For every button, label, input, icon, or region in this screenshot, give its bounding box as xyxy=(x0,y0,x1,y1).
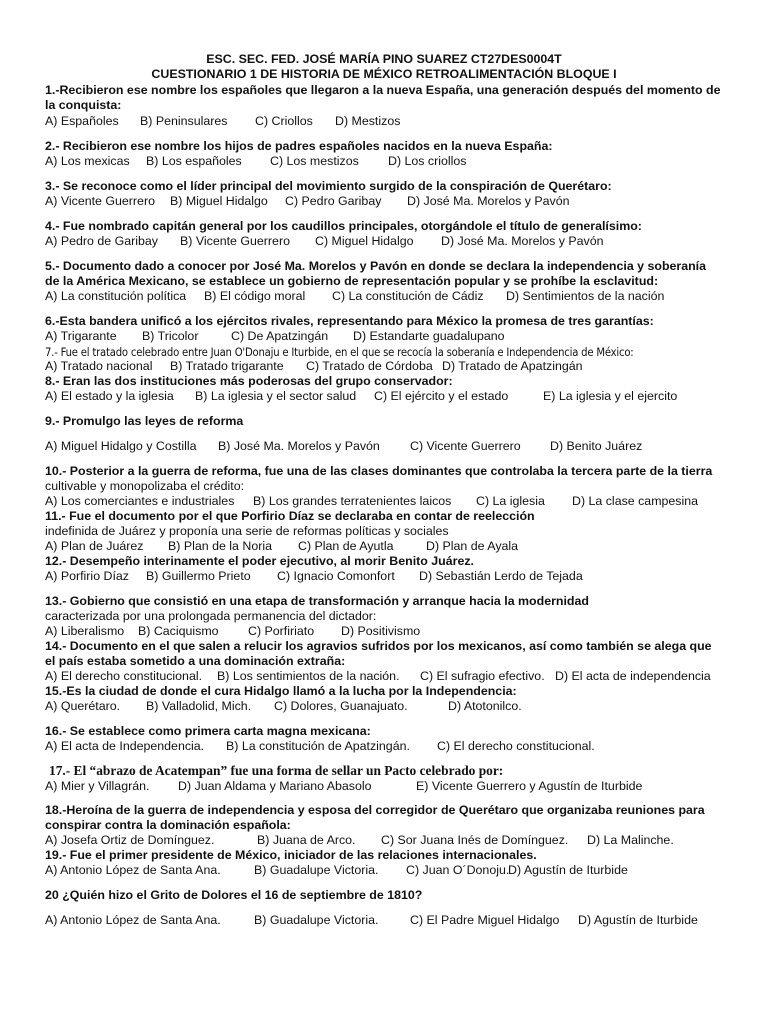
option: A) Porfirio Díaz xyxy=(45,569,129,583)
question-12-text: 12.- Desempeño interinamente el poder ejecutivo, al morir Benito Juárez. xyxy=(45,554,474,568)
option: A) Josefa Ortiz de Domínguez. xyxy=(45,833,215,847)
option: D) Positivismo xyxy=(341,624,421,638)
question-3-text: 3.- Se reconoce como el líder principal del movimiento surgido de la conspiración de Querétaro: xyxy=(45,179,612,193)
question-4-text: 4.- Fue nombrado capitán general por los caudillos principales, otorgándole el título de generalísimo: xyxy=(45,219,642,233)
option: C) Miguel Hidalgo xyxy=(315,234,414,248)
question-11-text: 11.- Fue el documento por el que Porfirio Díaz se declaraba en contar de reelección xyxy=(45,509,535,523)
option: B) Caciquismo xyxy=(138,624,219,638)
option: B) Tratado trigarante xyxy=(170,359,284,373)
question-7-text: 7.- Fue el tratado celebrado entre Juan O'Donaju e Iturbide, en el que se recocía la soberanía e Independencia de México: xyxy=(45,346,634,359)
option: B) El código moral xyxy=(204,289,306,303)
option: A) Los comerciantes e industriales xyxy=(45,494,235,508)
option: D) Los criollos xyxy=(388,154,467,168)
option: A) Pedro de Garibay xyxy=(45,234,158,248)
option: A) Los mexicas xyxy=(45,154,130,168)
question-12-options xyxy=(45,569,748,584)
option: A) Antonio López de Santa Ana. xyxy=(45,913,221,927)
question-1-text-cont: la conquista: xyxy=(45,98,122,112)
option: A) El estado y la iglesia xyxy=(45,389,174,403)
question-17-text: 17.- El “abrazo de Acatempan” fue una forma de sellar un Pacto celebrado por: xyxy=(49,763,504,778)
question-13-text-cont: caracterizada por una prolongada permanencia del dictador: xyxy=(45,609,377,623)
option: E) Vicente Guerrero y Agustín de Iturbide xyxy=(416,779,643,793)
question-20-text: 20 ¿Quién hizo el Grito de Dolores el 16 de septiembre de 1810? xyxy=(45,888,423,902)
option: C) El sufragio efectivo. xyxy=(420,669,545,683)
option: D) Tratado de Apatzingán xyxy=(442,359,583,373)
question-13-options xyxy=(45,624,748,639)
worksheet-title: CUESTIONARIO 1 DE HISTORIA DE MÉXICO RETROALIMENTACIÓN BLOQUE I xyxy=(151,67,617,81)
question-7-options xyxy=(45,359,748,374)
question-5-text-cont: de la América Mexicano, se establece un gobierno de representación popular y se prohíbe la esclavitud: xyxy=(45,274,659,288)
school-header: ESC. SEC. FED. JOSÉ MARÍA PINO SUAREZ CT27DES0004T xyxy=(206,52,562,66)
option: B) Plan de la Noria xyxy=(168,539,272,553)
option: A) El acta de Independencia. xyxy=(45,739,205,753)
option: C) Dolores, Guanajuato. xyxy=(274,699,408,713)
option: B) Los grandes terratenientes laicos xyxy=(253,494,452,508)
option: D) La Malinche. xyxy=(587,833,674,847)
option: C) La constitución de Cádiz xyxy=(332,289,484,303)
question-6-options xyxy=(45,329,748,344)
question-18-text: 18.-Heroína de la guerra de independencia y esposa del corregidor de Querétaro que organizaba reuniones para xyxy=(45,803,705,817)
option: B) La constitución de Apatzingán. xyxy=(226,739,410,753)
question-14-text-cont: el país estaba sometido a una dominación extraña: xyxy=(45,654,346,668)
option: A) Mier y Villagrán. xyxy=(45,779,150,793)
option: A) El derecho constitucional. xyxy=(45,669,203,683)
option: C) Tratado de Córdoba xyxy=(306,359,433,373)
option: C) De Apatzingán xyxy=(231,329,329,343)
option: C) Sor Juana Inés de Domínguez. xyxy=(381,833,569,847)
question-9-options xyxy=(45,439,748,454)
option: B) Los españoles xyxy=(146,154,242,168)
option: D) Agustín de Iturbide xyxy=(508,863,628,877)
option: B) Peninsulares xyxy=(140,114,228,128)
option: D) Agustín de Iturbide xyxy=(578,913,698,927)
question-14-text: 14.- Documento en el que salen a relucir los agravios sufridos por los mexicanos, así como también se alega que xyxy=(45,639,712,653)
question-10-text: 10.- Posterior a la guerra de reforma, fue una de las clases dominantes que controlaba la tercera parte de la tierra xyxy=(45,464,713,478)
option: D) La clase campesina xyxy=(572,494,699,508)
option: B) Juana de Arco. xyxy=(257,833,356,847)
option: C) Juan O´Donoju. xyxy=(406,863,510,877)
option: B) José Ma. Morelos y Pavón xyxy=(218,439,380,453)
option: C) Porfiriato xyxy=(248,624,315,638)
question-1-options xyxy=(45,114,748,129)
option: C) Vicente Guerrero xyxy=(410,439,521,453)
question-8-options xyxy=(45,389,748,404)
option: B) Vicente Guerrero xyxy=(180,234,290,248)
question-13-text: 13.- Gobierno que consistió en una etapa de transformación y arranque hacia la modernidad xyxy=(45,594,589,608)
question-15-text: 15.-Es la ciudad de donde el cura Hidalgo llamó a la lucha por la Independencia: xyxy=(45,684,517,698)
question-19-options xyxy=(45,863,748,878)
question-14-options xyxy=(45,669,748,684)
option: D) Estandarte guadalupano xyxy=(353,329,505,343)
question-5-text: 5.- Documento dado a conocer por José Ma. Morelos y Pavón en donde se declara la independencia y soberanía xyxy=(45,259,707,273)
option: C) Pedro Garibay xyxy=(285,194,382,208)
option: B) Los sentimientos de la nación. xyxy=(217,669,400,683)
option: B) Guadalupe Victoria. xyxy=(254,863,379,877)
question-18-text-cont: conspirar contra la dominación española: xyxy=(45,818,291,832)
option: B) Tricolor xyxy=(142,329,199,343)
question-16-text: 16.- Se establece como primera carta magna mexicana: xyxy=(45,724,371,738)
option: C) Criollos xyxy=(255,114,313,128)
option: A) La constitución política xyxy=(45,289,187,303)
option: E) La iglesia y el ejercito xyxy=(543,389,678,403)
question-20-options xyxy=(45,913,748,928)
option: A) Españoles xyxy=(45,114,119,128)
question-5-options xyxy=(45,289,748,304)
option: A) Trigarante xyxy=(45,329,117,343)
option: C) El Padre Miguel Hidalgo xyxy=(410,913,560,927)
question-9-text: 9.- Promulgo las leyes de reforma xyxy=(45,414,244,428)
option: B) Miguel Hidalgo xyxy=(170,194,268,208)
option: C) El ejército y el estado xyxy=(374,389,509,403)
option: A) Querétaro. xyxy=(45,699,121,713)
option: D) José Ma. Morelos y Pavón xyxy=(407,194,570,208)
question-16-options xyxy=(45,739,748,754)
option: D) Plan de Ayala xyxy=(426,539,519,553)
question-1-text: 1.-Recibieron ese nombre los españoles que llegaron a la nueva España, una generación después del momento de xyxy=(45,83,721,97)
question-8-text: 8.- Eran las dos instituciones más poderosas del grupo conservador: xyxy=(45,374,453,388)
question-11-text-cont: indefinida de Juárez y proponía una serie de reformas políticas y sociales xyxy=(45,524,449,538)
option: B) Valladolid, Mich. xyxy=(146,699,252,713)
option: B) Guadalupe Victoria. xyxy=(254,913,379,927)
option: C) La iglesia xyxy=(476,494,545,508)
option: A) Liberalismo xyxy=(45,624,125,638)
option: D) José Ma. Morelos y Pavón xyxy=(441,234,604,248)
option: A) Plan de Juárez xyxy=(45,539,144,553)
option: B) Guillermo Prieto xyxy=(146,569,251,583)
question-15-options xyxy=(45,699,748,714)
question-6-text: 6.-Esta bandera unificó a los ejércitos rivales, representando para México la promesa de tres garantías: xyxy=(45,314,654,328)
option: D) Juan Aldama y Mariano Abasolo xyxy=(178,779,372,793)
option: C) Los mestizos xyxy=(270,154,359,168)
option: A) Tratado nacional xyxy=(45,359,153,373)
question-4-options xyxy=(45,234,748,249)
option: C) El derecho constitucional. xyxy=(437,739,595,753)
option: A) Miguel Hidalgo y Costilla xyxy=(45,439,197,453)
question-10-text-cont: cultivable y monopolizaba el crédito: xyxy=(45,479,245,493)
option: D) Benito Juárez xyxy=(550,439,643,453)
option: D) Sebastián Lerdo de Tejada xyxy=(419,569,583,583)
option: C) Ignacio Comonfort xyxy=(277,569,395,583)
option: A) Antonio López de Santa Ana. xyxy=(45,863,221,877)
question-3-options xyxy=(45,194,748,209)
option: A) Vicente Guerrero xyxy=(45,194,155,208)
question-2-text: 2.- Recibieron ese nombre los hijos de padres españoles nacidos en la nueva España: xyxy=(45,139,553,153)
question-10-options xyxy=(45,494,748,509)
option: C) Plan de Ayutla xyxy=(298,539,394,553)
option: D) Mestizos xyxy=(335,114,401,128)
option: D) Atotonilco. xyxy=(448,699,522,713)
question-19-text: 19.- Fue el primer presidente de México, iniciador de las relaciones internacionales. xyxy=(45,848,537,862)
question-2-options xyxy=(45,154,748,169)
option: D) Sentimientos de la nación xyxy=(506,289,665,303)
question-17-options xyxy=(45,779,748,794)
option: B) La iglesia y el sector salud xyxy=(195,389,357,403)
question-18-options xyxy=(45,833,748,848)
question-11-options xyxy=(45,539,748,554)
option: D) El acta de independencia xyxy=(555,669,711,683)
